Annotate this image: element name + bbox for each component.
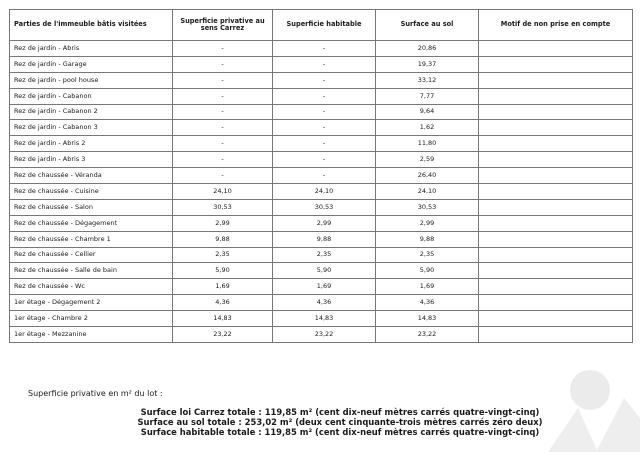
table-row [10, 104, 633, 120]
cell-carrez: - [173, 41, 273, 57]
table-row [10, 88, 633, 104]
cell-motif [479, 247, 633, 263]
cell-habitable: - [273, 41, 376, 57]
cell-partie: Rez de chaussée - Chambre 1 [10, 231, 173, 247]
table-row [10, 152, 633, 168]
table-row [10, 199, 633, 215]
cell-partie: 1er étage - Dégagement 2 [10, 295, 173, 311]
table-row [10, 311, 633, 327]
cell-sol: 30,53 [376, 199, 479, 215]
table-row [10, 295, 633, 311]
cell-carrez: - [173, 136, 273, 152]
cell-sol: 2,59 [376, 152, 479, 168]
header-sol: Surface au sol [376, 10, 479, 41]
cell-carrez: 1,69 [173, 279, 273, 295]
cell-partie: Rez de chaussée - Cuisine [10, 184, 173, 200]
cell-partie: Rez de jardin - Cabanon 2 [10, 104, 173, 120]
surface-table [9, 9, 633, 343]
table-row [10, 215, 633, 231]
cell-motif [479, 311, 633, 327]
cell-sol: 9,88 [376, 231, 479, 247]
cell-carrez: - [173, 88, 273, 104]
cell-sol: 24,10 [376, 184, 479, 200]
cell-habitable: 24,10 [273, 184, 376, 200]
cell-motif [479, 295, 633, 311]
cell-partie: Rez de chaussée - Véranda [10, 168, 173, 184]
cell-habitable: 2,35 [273, 247, 376, 263]
cell-habitable: 23,22 [273, 327, 376, 343]
cell-sol: 5,90 [376, 263, 479, 279]
cell-habitable: 30,53 [273, 199, 376, 215]
cell-motif [479, 88, 633, 104]
cell-motif [479, 120, 633, 136]
cell-sol: 4,36 [376, 295, 479, 311]
table-row [10, 247, 633, 263]
cell-partie: Rez de jardin - Abris 2 [10, 136, 173, 152]
cell-carrez: - [173, 56, 273, 72]
cell-partie: Rez de chaussée - Wc [10, 279, 173, 295]
cell-partie: 1er étage - Mezzanine [10, 327, 173, 343]
cell-sol: 26,40 [376, 168, 479, 184]
cell-partie: Rez de jardin - Cabanon 3 [10, 120, 173, 136]
table-header-row [10, 10, 633, 41]
cell-sol: 23,22 [376, 327, 479, 343]
cell-carrez: - [173, 72, 273, 88]
table-row [10, 263, 633, 279]
cell-carrez: - [173, 120, 273, 136]
cell-habitable: - [273, 168, 376, 184]
cell-partie: Rez de chaussée - Dégagement [10, 215, 173, 231]
cell-sol: 1,69 [376, 279, 479, 295]
cell-partie: Rez de chaussée - Salle de bain [10, 263, 173, 279]
cell-carrez: 30,53 [173, 199, 273, 215]
watermark-logo-icon [548, 368, 640, 452]
cell-motif [479, 56, 633, 72]
cell-partie: Rez de chaussée - Cellier [10, 247, 173, 263]
cell-motif [479, 72, 633, 88]
cell-partie: Rez de jardin - Cabanon [10, 88, 173, 104]
table-row [10, 136, 633, 152]
total-carrez: Surface loi Carrez totale : 119,85 m² (cent dix-neuf mètres carrés quatre-vingt-cinq) [140, 407, 540, 417]
table-row [10, 41, 633, 57]
table-row [10, 168, 633, 184]
cell-carrez: 2,99 [173, 215, 273, 231]
table-body [10, 41, 633, 343]
cell-carrez: 14,83 [173, 311, 273, 327]
table-row [10, 327, 633, 343]
table-row [10, 231, 633, 247]
cell-habitable: - [273, 88, 376, 104]
cell-motif [479, 41, 633, 57]
cell-carrez: 5,90 [173, 263, 273, 279]
cell-sol: 2,35 [376, 247, 479, 263]
header-habitable: Superficie habitable [273, 10, 376, 41]
cell-habitable: - [273, 136, 376, 152]
surface-report [9, 9, 632, 343]
cell-habitable: 2,99 [273, 215, 376, 231]
cell-habitable: - [273, 104, 376, 120]
cell-carrez: 24,10 [173, 184, 273, 200]
cell-motif [479, 199, 633, 215]
cell-partie: 1er étage - Chambre 2 [10, 311, 173, 327]
cell-motif [479, 104, 633, 120]
header-parties: Parties de l'immeuble bâtis visitées [10, 10, 173, 41]
cell-motif [479, 168, 633, 184]
cell-partie: Rez de jardin - Garage [10, 56, 173, 72]
cell-habitable: - [273, 72, 376, 88]
table-row [10, 72, 633, 88]
header-carrez: Superficie privative au sens Carrez [173, 10, 273, 41]
cell-motif [479, 327, 633, 343]
table-row [10, 56, 633, 72]
cell-habitable: - [273, 56, 376, 72]
cell-sol: 9,64 [376, 104, 479, 120]
cell-sol: 1,62 [376, 120, 479, 136]
cell-partie: Rez de chaussée - Salon [10, 199, 173, 215]
total-habitable: Surface habitable totale : 119,85 m² (cent dix-neuf mètres carrés quatre-vingt-cinq) [140, 427, 540, 437]
cell-carrez: 9,88 [173, 231, 273, 247]
cell-habitable: 5,90 [273, 263, 376, 279]
cell-habitable: - [273, 120, 376, 136]
cell-habitable: 1,69 [273, 279, 376, 295]
cell-habitable: - [273, 152, 376, 168]
table-row [10, 184, 633, 200]
cell-partie: Rez de jardin - Abris 3 [10, 152, 173, 168]
cell-carrez: - [173, 104, 273, 120]
header-motif: Motif de non prise en compte [479, 10, 633, 41]
cell-motif [479, 279, 633, 295]
cell-carrez: 2,35 [173, 247, 273, 263]
cell-motif [479, 215, 633, 231]
cell-carrez: - [173, 168, 273, 184]
cell-sol: 33,12 [376, 72, 479, 88]
cell-sol: 14,83 [376, 311, 479, 327]
cell-carrez: - [173, 152, 273, 168]
cell-carrez: 4,36 [173, 295, 273, 311]
cell-sol: 11,80 [376, 136, 479, 152]
table-row [10, 279, 633, 295]
cell-sol: 2,99 [376, 215, 479, 231]
cell-habitable: 9,88 [273, 231, 376, 247]
cell-carrez: 23,22 [173, 327, 273, 343]
cell-sol: 19,37 [376, 56, 479, 72]
cell-partie: Rez de jardin - Abris [10, 41, 173, 57]
cell-habitable: 4,36 [273, 295, 376, 311]
total-sol: Surface au sol totale : 253,02 m² (deux cent cinquante-trois mètres carrés zéro deux) [137, 417, 543, 427]
cell-habitable: 14,83 [273, 311, 376, 327]
cell-motif [479, 184, 633, 200]
cell-motif [479, 231, 633, 247]
table-row [10, 120, 633, 136]
cell-sol: 7,77 [376, 88, 479, 104]
summary-title: Superficie privative en m² du lot : [28, 389, 163, 398]
cell-motif [479, 136, 633, 152]
cell-partie: Rez de jardin - pool house [10, 72, 173, 88]
cell-motif [479, 152, 633, 168]
cell-motif [479, 263, 633, 279]
cell-sol: 20,86 [376, 41, 479, 57]
